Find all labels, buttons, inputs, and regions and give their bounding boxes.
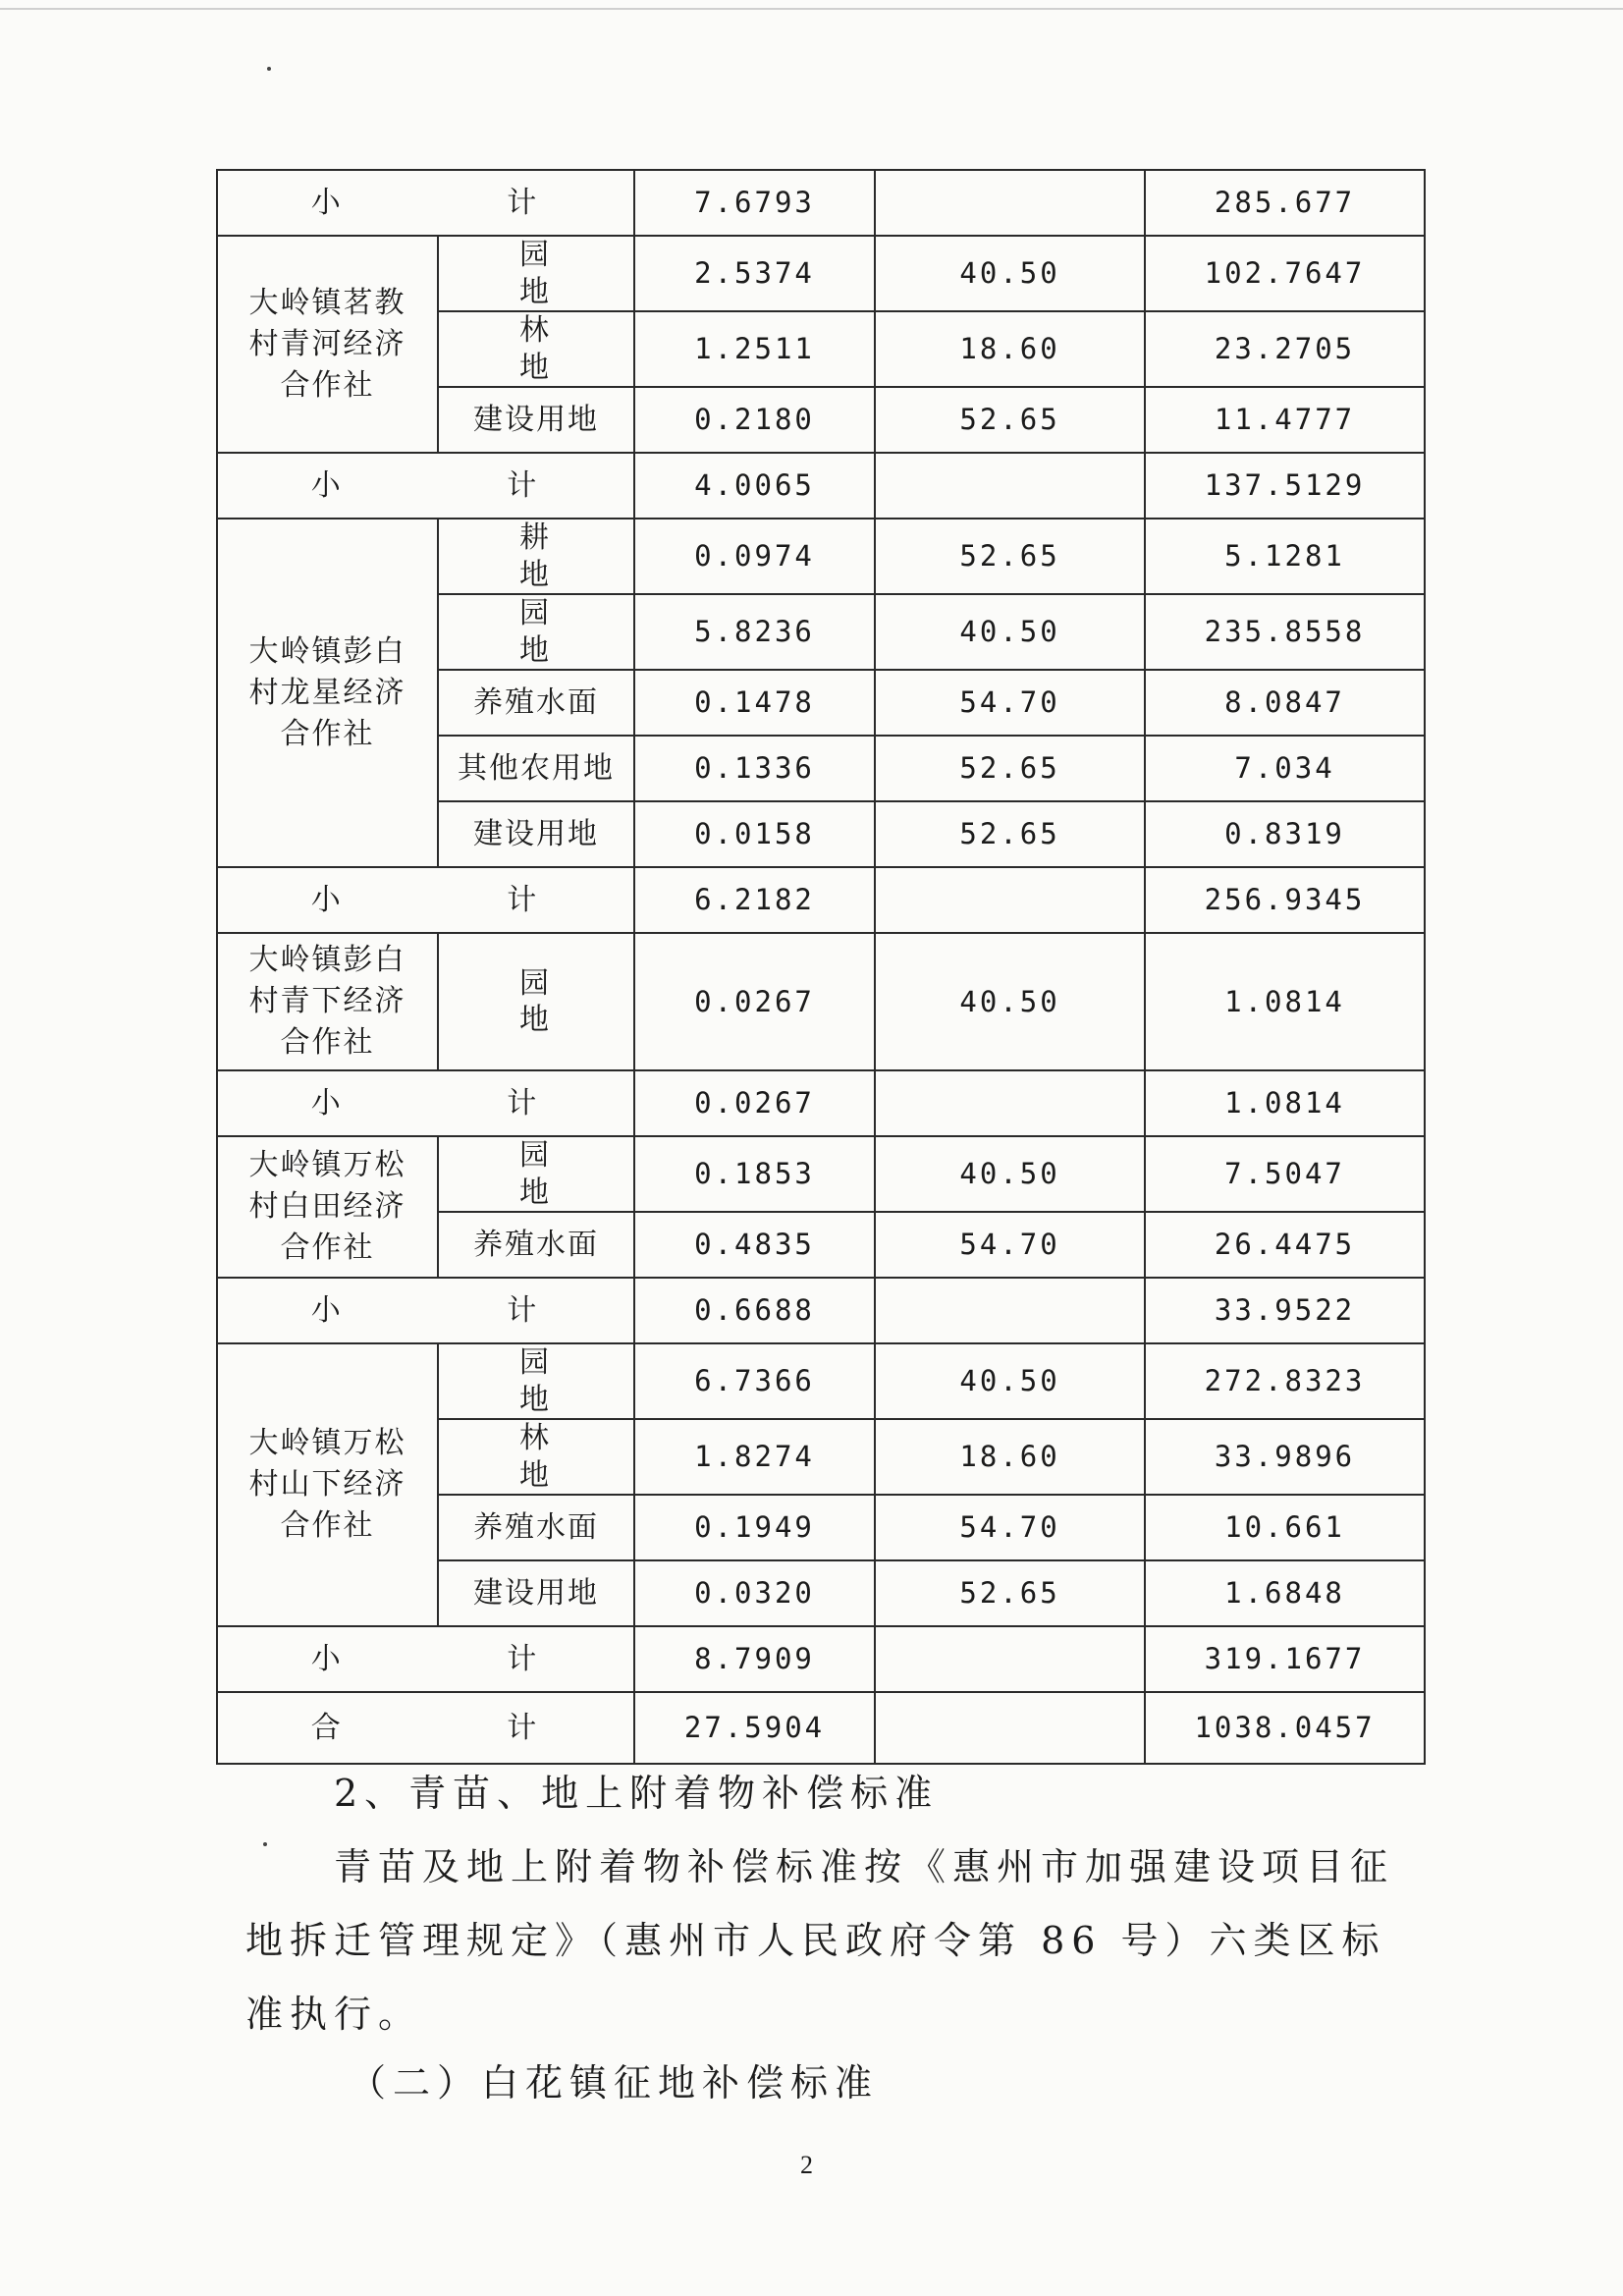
land-type-cell: 园 地 xyxy=(438,933,634,1070)
subtotal-row xyxy=(217,170,1425,236)
total-area-cell: 27.5904 xyxy=(634,1692,875,1764)
amount-cell: 7.034 xyxy=(1145,736,1425,801)
total-price-cell xyxy=(875,1692,1145,1764)
body-text-line: 地拆迁管理规定》（惠州市人民政府令第 86 号）六类区标 xyxy=(245,1919,1386,1962)
table-row xyxy=(217,236,1425,311)
subtotal-row xyxy=(217,867,1425,933)
land-type-cell: 养殖水面 xyxy=(438,670,634,736)
table-row xyxy=(217,519,1425,594)
amount-cell: 272.8323 xyxy=(1145,1343,1425,1419)
cooperative-name-cell: 大岭镇万松村白田经济合作社 xyxy=(217,1136,438,1278)
subtotal-amount-cell: 319.1677 xyxy=(1145,1626,1425,1692)
subtotal-area-cell: 4.0065 xyxy=(634,453,875,519)
subtotal-label-cell: 小 计 xyxy=(217,1070,634,1136)
unit-price-cell: 40.50 xyxy=(875,1343,1145,1419)
table-row xyxy=(217,1343,1425,1419)
land-type-cell: 建设用地 xyxy=(438,1560,634,1626)
subtotal-area-cell: 7.6793 xyxy=(634,170,875,236)
land-type-cell: 耕 地 xyxy=(438,519,634,594)
land-type-cell: 养殖水面 xyxy=(438,1212,634,1278)
subtotal-price-cell xyxy=(875,1278,1145,1343)
amount-cell: 235.8558 xyxy=(1145,594,1425,670)
area-cell: 0.1853 xyxy=(634,1136,875,1212)
amount-cell: 33.9896 xyxy=(1145,1419,1425,1495)
area-cell: 1.2511 xyxy=(634,311,875,387)
amount-cell: 1.0814 xyxy=(1145,933,1425,1070)
subtotal-label-cell: 小 计 xyxy=(217,453,634,519)
amount-cell: 102.7647 xyxy=(1145,236,1425,311)
land-type-cell: 建设用地 xyxy=(438,801,634,867)
amount-cell: 11.4777 xyxy=(1145,387,1425,453)
amount-cell: 0.8319 xyxy=(1145,801,1425,867)
subtotal-label-cell: 小 计 xyxy=(217,170,634,236)
subtotal-area-cell: 0.6688 xyxy=(634,1278,875,1343)
subtotal-amount-cell: 1.0814 xyxy=(1145,1070,1425,1136)
land-type-cell: 园 地 xyxy=(438,1343,634,1419)
area-cell: 0.0158 xyxy=(634,801,875,867)
land-type-cell: 养殖水面 xyxy=(438,1495,634,1560)
land-type-cell: 园 地 xyxy=(438,236,634,311)
cooperative-name-cell: 大岭镇彭白村青下经济合作社 xyxy=(217,933,438,1070)
amount-cell: 8.0847 xyxy=(1145,670,1425,736)
subtotal-area-cell: 0.0267 xyxy=(634,1070,875,1136)
amount-cell: 1.6848 xyxy=(1145,1560,1425,1626)
subtotal-row xyxy=(217,453,1425,519)
section-heading-baihua: （二）白花镇征地补偿标准 xyxy=(349,2061,880,2105)
subtotal-row xyxy=(217,1278,1425,1343)
unit-price-cell: 40.50 xyxy=(875,594,1145,670)
subtotal-price-cell xyxy=(875,1626,1145,1692)
land-type-cell: 园 地 xyxy=(438,1136,634,1212)
unit-price-cell: 52.65 xyxy=(875,1560,1145,1626)
subtotal-price-cell xyxy=(875,867,1145,933)
subtotal-price-cell xyxy=(875,453,1145,519)
area-cell: 1.8274 xyxy=(634,1419,875,1495)
amount-cell: 7.5047 xyxy=(1145,1136,1425,1212)
area-cell: 6.7366 xyxy=(634,1343,875,1419)
unit-price-cell: 54.70 xyxy=(875,670,1145,736)
amount-cell: 10.661 xyxy=(1145,1495,1425,1560)
area-cell: 0.2180 xyxy=(634,387,875,453)
scan-speck xyxy=(263,1842,267,1846)
area-cell: 0.1478 xyxy=(634,670,875,736)
amount-cell: 26.4475 xyxy=(1145,1212,1425,1278)
subtotal-price-cell xyxy=(875,1070,1145,1136)
table-row xyxy=(217,1136,1425,1212)
subtotal-area-cell: 8.7909 xyxy=(634,1626,875,1692)
subtotal-row xyxy=(217,1070,1425,1136)
unit-price-cell: 18.60 xyxy=(875,1419,1145,1495)
land-type-cell: 建设用地 xyxy=(438,387,634,453)
subtotal-amount-cell: 137.5129 xyxy=(1145,453,1425,519)
land-compensation-table xyxy=(216,169,1426,1765)
land-type-cell: 林 地 xyxy=(438,1419,634,1495)
page-top-edge xyxy=(0,8,1623,10)
table-row xyxy=(217,933,1425,1070)
unit-price-cell: 54.70 xyxy=(875,1495,1145,1560)
body-text-line: 青苗及地上附着物补偿标准按《惠州市加强建设项目征 xyxy=(334,1845,1395,1888)
land-type-cell: 园 地 xyxy=(438,594,634,670)
cooperative-name-cell: 大岭镇茗教村青河经济合作社 xyxy=(217,236,438,453)
subtotal-price-cell xyxy=(875,170,1145,236)
subtotal-amount-cell: 256.9345 xyxy=(1145,867,1425,933)
unit-price-cell: 40.50 xyxy=(875,933,1145,1070)
cooperative-name-cell: 大岭镇彭白村龙星经济合作社 xyxy=(217,519,438,867)
unit-price-cell: 52.65 xyxy=(875,519,1145,594)
subtotal-amount-cell: 33.9522 xyxy=(1145,1278,1425,1343)
unit-price-cell: 40.50 xyxy=(875,236,1145,311)
amount-cell: 23.2705 xyxy=(1145,311,1425,387)
unit-price-cell: 40.50 xyxy=(875,1136,1145,1212)
land-type-cell: 林 地 xyxy=(438,311,634,387)
page-number: 2 xyxy=(800,2151,813,2179)
area-cell: 0.1949 xyxy=(634,1495,875,1560)
area-cell: 0.0267 xyxy=(634,933,875,1070)
total-row xyxy=(217,1692,1425,1764)
area-cell: 0.0974 xyxy=(634,519,875,594)
unit-price-cell: 52.65 xyxy=(875,736,1145,801)
subtotal-row xyxy=(217,1626,1425,1692)
scan-speck xyxy=(267,67,271,71)
total-amount-cell: 1038.0457 xyxy=(1145,1692,1425,1764)
unit-price-cell: 52.65 xyxy=(875,387,1145,453)
subtotal-area-cell: 6.2182 xyxy=(634,867,875,933)
area-cell: 5.8236 xyxy=(634,594,875,670)
area-cell: 2.5374 xyxy=(634,236,875,311)
body-text-line: 准执行。 xyxy=(245,1993,423,2036)
section-heading-seedlings: 2、青苗、地上附着物补偿标准 xyxy=(334,1772,940,1815)
unit-price-cell: 18.60 xyxy=(875,311,1145,387)
subtotal-label-cell: 小 计 xyxy=(217,867,634,933)
area-cell: 0.0320 xyxy=(634,1560,875,1626)
total-label-cell: 合 计 xyxy=(217,1692,634,1764)
subtotal-label-cell: 小 计 xyxy=(217,1278,634,1343)
subtotal-amount-cell: 285.677 xyxy=(1145,170,1425,236)
land-type-cell: 其他农用地 xyxy=(438,736,634,801)
subtotal-label-cell: 小 计 xyxy=(217,1626,634,1692)
area-cell: 0.1336 xyxy=(634,736,875,801)
cooperative-name-cell: 大岭镇万松村山下经济合作社 xyxy=(217,1343,438,1626)
amount-cell: 5.1281 xyxy=(1145,519,1425,594)
unit-price-cell: 54.70 xyxy=(875,1212,1145,1278)
area-cell: 0.4835 xyxy=(634,1212,875,1278)
unit-price-cell: 52.65 xyxy=(875,801,1145,867)
